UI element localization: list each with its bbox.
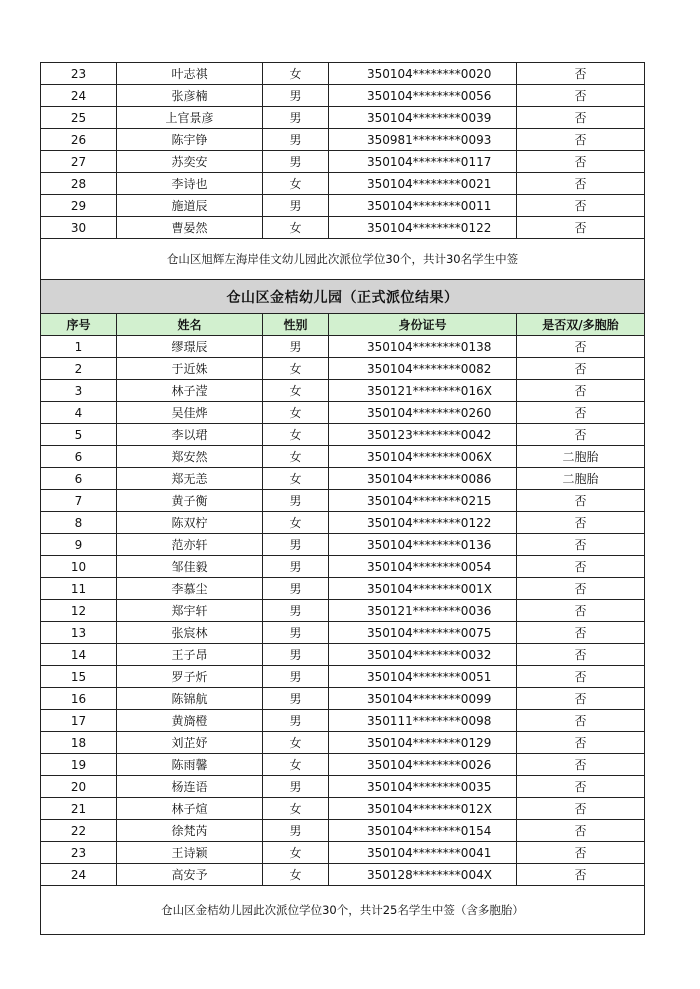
cell-id: 350104********0260 <box>329 402 517 424</box>
cell-id: 350104********012X <box>329 798 517 820</box>
cell-name: 上官景彦 <box>117 107 263 129</box>
table-row <box>41 512 645 534</box>
cell-no: 6 <box>41 468 117 490</box>
cell-id: 350104********0020 <box>329 63 517 85</box>
cell-gender: 男 <box>263 556 329 578</box>
cell-multi: 否 <box>517 688 645 710</box>
cell-id: 350104********0051 <box>329 666 517 688</box>
cell-multi: 否 <box>517 129 645 151</box>
cell-multi: 否 <box>517 820 645 842</box>
column-header-id: 身份证号 <box>329 314 517 336</box>
table-row <box>41 129 645 151</box>
cell-name: 郑宇轩 <box>117 600 263 622</box>
cell-id: 350104********006X <box>329 446 517 468</box>
header-row <box>41 314 645 336</box>
cell-gender: 女 <box>263 217 329 239</box>
cell-gender: 女 <box>263 63 329 85</box>
cell-id: 350981********0093 <box>329 129 517 151</box>
cell-multi: 否 <box>517 424 645 446</box>
cell-multi: 否 <box>517 578 645 600</box>
table-row <box>41 173 645 195</box>
cell-no: 15 <box>41 666 117 688</box>
cell-multi: 二胞胎 <box>517 468 645 490</box>
cell-multi: 否 <box>517 107 645 129</box>
cell-gender: 女 <box>263 732 329 754</box>
table-row <box>41 358 645 380</box>
cell-name: 黄子衡 <box>117 490 263 512</box>
cell-name: 曹晏然 <box>117 217 263 239</box>
cell-multi: 否 <box>517 798 645 820</box>
table-row <box>41 151 645 173</box>
cell-no: 9 <box>41 534 117 556</box>
table-row <box>41 666 645 688</box>
table-row <box>41 798 645 820</box>
section-title: 仓山区金桔幼儿园（正式派位结果） <box>41 280 645 314</box>
cell-id: 350104********0154 <box>329 820 517 842</box>
cell-name: 吴佳烨 <box>117 402 263 424</box>
cell-multi: 否 <box>517 195 645 217</box>
cell-no: 24 <box>41 85 117 107</box>
cell-name: 郑无恙 <box>117 468 263 490</box>
cell-gender: 男 <box>263 151 329 173</box>
cell-gender: 男 <box>263 688 329 710</box>
table-row <box>41 600 645 622</box>
table-row <box>41 534 645 556</box>
cell-multi: 否 <box>517 776 645 798</box>
section-note-row <box>41 886 645 935</box>
cell-id: 350104********0136 <box>329 534 517 556</box>
section-note: 仓山区旭辉左海岸佳文幼儿园此次派位学位30个，共计30名学生中签 <box>41 239 645 280</box>
table-row <box>41 63 645 85</box>
table-row <box>41 217 645 239</box>
cell-name: 李以珺 <box>117 424 263 446</box>
cell-multi: 否 <box>517 402 645 424</box>
cell-no: 1 <box>41 336 117 358</box>
cell-id: 350104********0138 <box>329 336 517 358</box>
cell-multi: 否 <box>517 864 645 886</box>
table-row <box>41 85 645 107</box>
cell-gender: 男 <box>263 776 329 798</box>
cell-no: 8 <box>41 512 117 534</box>
cell-id: 350104********0035 <box>329 776 517 798</box>
cell-gender: 女 <box>263 842 329 864</box>
cell-id: 350104********0129 <box>329 732 517 754</box>
cell-multi: 否 <box>517 217 645 239</box>
cell-no: 7 <box>41 490 117 512</box>
cell-id: 350104********0075 <box>329 622 517 644</box>
table-row <box>41 776 645 798</box>
cell-multi: 否 <box>517 358 645 380</box>
cell-name: 苏奕安 <box>117 151 263 173</box>
cell-name: 李慕尘 <box>117 578 263 600</box>
table-row <box>41 490 645 512</box>
cell-multi: 否 <box>517 173 645 195</box>
table-row <box>41 622 645 644</box>
cell-no: 30 <box>41 217 117 239</box>
cell-gender: 男 <box>263 195 329 217</box>
cell-gender: 女 <box>263 754 329 776</box>
cell-name: 王子昂 <box>117 644 263 666</box>
table-row <box>41 820 645 842</box>
cell-no: 12 <box>41 600 117 622</box>
cell-gender: 男 <box>263 336 329 358</box>
cell-no: 11 <box>41 578 117 600</box>
cell-id: 350104********001X <box>329 578 517 600</box>
cell-gender: 男 <box>263 107 329 129</box>
cell-multi: 否 <box>517 622 645 644</box>
cell-gender: 男 <box>263 129 329 151</box>
cell-multi: 否 <box>517 63 645 85</box>
table-row <box>41 842 645 864</box>
cell-multi: 否 <box>517 336 645 358</box>
table-row <box>41 578 645 600</box>
cell-name: 张宸林 <box>117 622 263 644</box>
column-header-gender: 性别 <box>263 314 329 336</box>
cell-multi: 否 <box>517 842 645 864</box>
cell-name: 徐梵芮 <box>117 820 263 842</box>
cell-name: 张彦楠 <box>117 85 263 107</box>
cell-id: 350104********0039 <box>329 107 517 129</box>
cell-multi: 否 <box>517 710 645 732</box>
cell-gender: 男 <box>263 534 329 556</box>
cell-id: 350104********0086 <box>329 468 517 490</box>
cell-gender: 女 <box>263 402 329 424</box>
cell-name: 林子滢 <box>117 380 263 402</box>
cell-no: 25 <box>41 107 117 129</box>
cell-multi: 否 <box>517 534 645 556</box>
column-header-no: 序号 <box>41 314 117 336</box>
cell-no: 21 <box>41 798 117 820</box>
cell-no: 5 <box>41 424 117 446</box>
cell-name: 陈锦航 <box>117 688 263 710</box>
cell-id: 350104********0122 <box>329 217 517 239</box>
section-title-row <box>41 280 645 314</box>
cell-multi: 否 <box>517 644 645 666</box>
cell-id: 350104********0056 <box>329 85 517 107</box>
cell-no: 3 <box>41 380 117 402</box>
cell-no: 10 <box>41 556 117 578</box>
cell-multi: 否 <box>517 490 645 512</box>
table-row <box>41 336 645 358</box>
cell-no: 22 <box>41 820 117 842</box>
cell-no: 13 <box>41 622 117 644</box>
cell-id: 350104********0041 <box>329 842 517 864</box>
cell-id: 350121********0036 <box>329 600 517 622</box>
table-row <box>41 754 645 776</box>
table-row <box>41 380 645 402</box>
cell-multi: 否 <box>517 85 645 107</box>
cell-name: 叶志祺 <box>117 63 263 85</box>
cell-gender: 男 <box>263 85 329 107</box>
cell-multi: 否 <box>517 666 645 688</box>
cell-id: 350104********0032 <box>329 644 517 666</box>
results-table-body <box>41 63 645 935</box>
cell-multi: 否 <box>517 512 645 534</box>
cell-id: 350104********0099 <box>329 688 517 710</box>
table-row <box>41 864 645 886</box>
cell-no: 4 <box>41 402 117 424</box>
cell-gender: 男 <box>263 710 329 732</box>
cell-no: 2 <box>41 358 117 380</box>
cell-multi: 否 <box>517 600 645 622</box>
cell-no: 28 <box>41 173 117 195</box>
cell-gender: 女 <box>263 468 329 490</box>
cell-gender: 男 <box>263 490 329 512</box>
cell-multi: 否 <box>517 754 645 776</box>
cell-id: 350104********0054 <box>329 556 517 578</box>
cell-multi: 否 <box>517 380 645 402</box>
cell-gender: 男 <box>263 578 329 600</box>
cell-id: 350104********0021 <box>329 173 517 195</box>
cell-no: 23 <box>41 63 117 85</box>
cell-name: 范亦轩 <box>117 534 263 556</box>
cell-gender: 男 <box>263 820 329 842</box>
cell-no: 19 <box>41 754 117 776</box>
cell-gender: 男 <box>263 644 329 666</box>
cell-gender: 女 <box>263 864 329 886</box>
cell-multi: 二胞胎 <box>517 446 645 468</box>
cell-gender: 男 <box>263 600 329 622</box>
table-row <box>41 446 645 468</box>
table-row <box>41 107 645 129</box>
cell-id: 350104********0011 <box>329 195 517 217</box>
table-row <box>41 468 645 490</box>
cell-id: 350121********016X <box>329 380 517 402</box>
column-header-name: 姓名 <box>117 314 263 336</box>
cell-name: 陈雨馨 <box>117 754 263 776</box>
cell-name: 高安予 <box>117 864 263 886</box>
cell-id: 350123********0042 <box>329 424 517 446</box>
cell-gender: 女 <box>263 380 329 402</box>
cell-name: 黄旖橙 <box>117 710 263 732</box>
cell-name: 于近姝 <box>117 358 263 380</box>
cell-no: 14 <box>41 644 117 666</box>
cell-name: 林子煊 <box>117 798 263 820</box>
cell-no: 26 <box>41 129 117 151</box>
cell-gender: 女 <box>263 173 329 195</box>
cell-name: 施道辰 <box>117 195 263 217</box>
cell-gender: 女 <box>263 798 329 820</box>
cell-no: 16 <box>41 688 117 710</box>
cell-no: 17 <box>41 710 117 732</box>
cell-id: 350104********0215 <box>329 490 517 512</box>
cell-name: 杨连语 <box>117 776 263 798</box>
cell-name: 刘芷妤 <box>117 732 263 754</box>
cell-id: 350111********0098 <box>329 710 517 732</box>
cell-multi: 否 <box>517 556 645 578</box>
cell-id: 350104********0117 <box>329 151 517 173</box>
cell-name: 邹佳毅 <box>117 556 263 578</box>
results-table <box>40 62 645 935</box>
cell-name: 罗子炘 <box>117 666 263 688</box>
cell-multi: 否 <box>517 732 645 754</box>
table-row <box>41 688 645 710</box>
cell-name: 陈宇铮 <box>117 129 263 151</box>
cell-name: 郑安然 <box>117 446 263 468</box>
table-row <box>41 732 645 754</box>
section-note: 仓山区金桔幼儿园此次派位学位30个，共计25名学生中签（含多胞胎） <box>41 886 645 935</box>
cell-name: 李诗也 <box>117 173 263 195</box>
cell-gender: 女 <box>263 512 329 534</box>
cell-gender: 女 <box>263 358 329 380</box>
cell-no: 29 <box>41 195 117 217</box>
cell-id: 350104********0122 <box>329 512 517 534</box>
cell-id: 350104********0026 <box>329 754 517 776</box>
cell-no: 27 <box>41 151 117 173</box>
cell-no: 18 <box>41 732 117 754</box>
cell-name: 陈双柠 <box>117 512 263 534</box>
cell-multi: 否 <box>517 151 645 173</box>
cell-name: 王诗颖 <box>117 842 263 864</box>
cell-gender: 男 <box>263 666 329 688</box>
cell-gender: 女 <box>263 424 329 446</box>
cell-no: 20 <box>41 776 117 798</box>
table-row <box>41 195 645 217</box>
cell-no: 24 <box>41 864 117 886</box>
cell-gender: 男 <box>263 622 329 644</box>
cell-name: 缪璟辰 <box>117 336 263 358</box>
cell-id: 350104********0082 <box>329 358 517 380</box>
cell-id: 350128********004X <box>329 864 517 886</box>
section-note-row <box>41 239 645 280</box>
table-row <box>41 710 645 732</box>
cell-gender: 女 <box>263 446 329 468</box>
cell-no: 23 <box>41 842 117 864</box>
table-row <box>41 644 645 666</box>
table-row <box>41 402 645 424</box>
table-row <box>41 556 645 578</box>
table-row <box>41 424 645 446</box>
cell-no: 6 <box>41 446 117 468</box>
column-header-multi: 是否双/多胞胎 <box>517 314 645 336</box>
